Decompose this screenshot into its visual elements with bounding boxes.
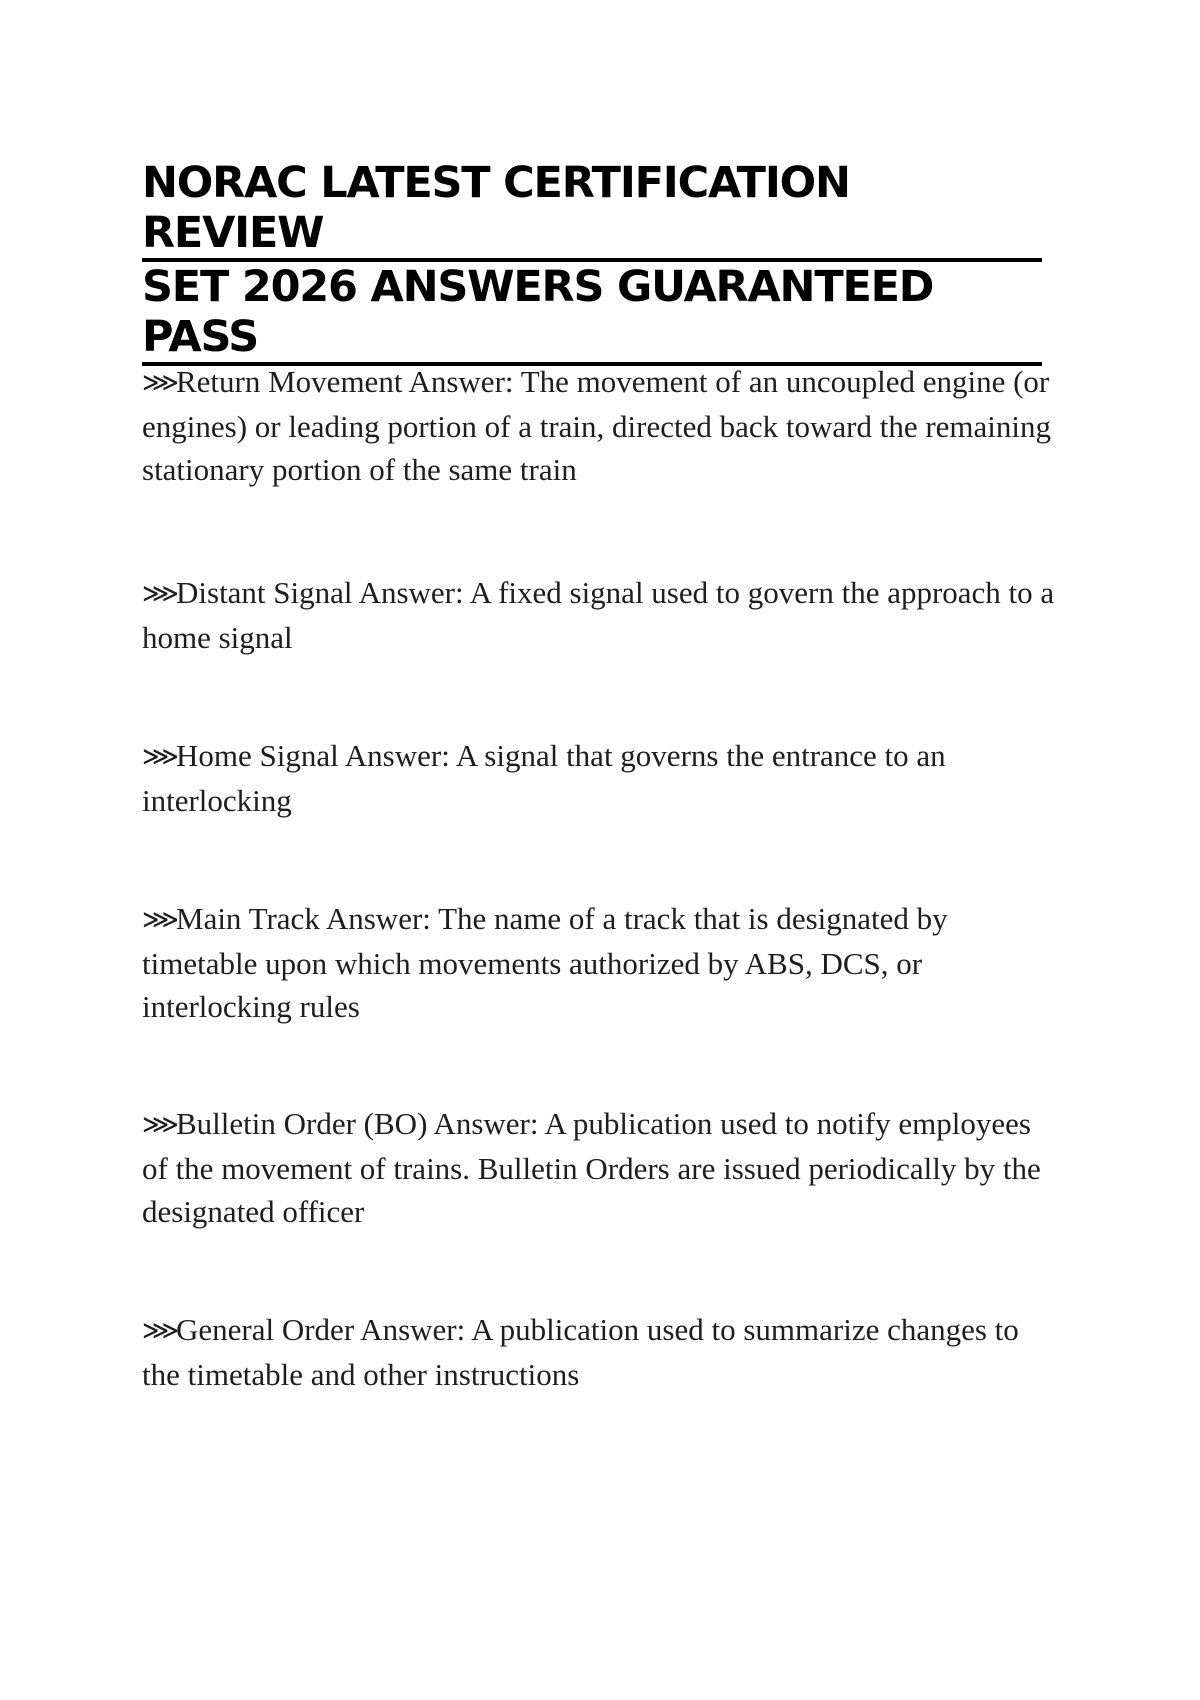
qa-item-return-movement xyxy=(142,360,1062,491)
qa-item-bulletin-order xyxy=(142,1102,1062,1233)
triple-chevron-bullet-icon: ⋙ xyxy=(142,905,179,935)
qa-text: Main Track Answer: The name of a track that is designated by timetable upon which movements authorized by ABS, DCS, or interlocking rules xyxy=(142,901,948,1024)
triple-chevron-bullet-icon: ⋙ xyxy=(142,579,179,609)
title-line-1: NORAC LATEST CERTIFICATION REVIEW xyxy=(142,158,1042,262)
qa-text: Bulletin Order (BO) Answer: A publication used to notify employees of the movement of trains. Bulletin Orders are issued periodically by the designated officer xyxy=(142,1106,1041,1229)
qa-text: Home Signal Answer: A signal that governs the entrance to an interlocking xyxy=(142,738,946,818)
qa-item-distant-signal xyxy=(142,571,1062,659)
triple-chevron-bullet-icon: ⋙ xyxy=(142,742,179,772)
qa-item-main-track xyxy=(142,897,1062,1028)
qa-item-home-signal xyxy=(142,734,1062,822)
triple-chevron-bullet-icon: ⋙ xyxy=(142,1110,179,1140)
title-line-2: SET 2026 ANSWERS GUARANTEED PASS xyxy=(142,262,1042,366)
qa-item-general-order xyxy=(142,1308,1062,1396)
document-title xyxy=(142,158,1042,366)
triple-chevron-bullet-icon: ⋙ xyxy=(142,1316,179,1346)
qa-text: Return Movement Answer: The movement of an uncoupled engine (or engines) or leading portion of a train, directed back toward the remaining stationary portion of the same train xyxy=(142,364,1052,487)
triple-chevron-bullet-icon: ⋙ xyxy=(142,368,179,398)
qa-text: General Order Answer: A publication used to summarize changes to the timetable and other instructions xyxy=(142,1312,1019,1392)
qa-text: Distant Signal Answer: A fixed signal used to govern the approach to a home signal xyxy=(142,575,1055,655)
